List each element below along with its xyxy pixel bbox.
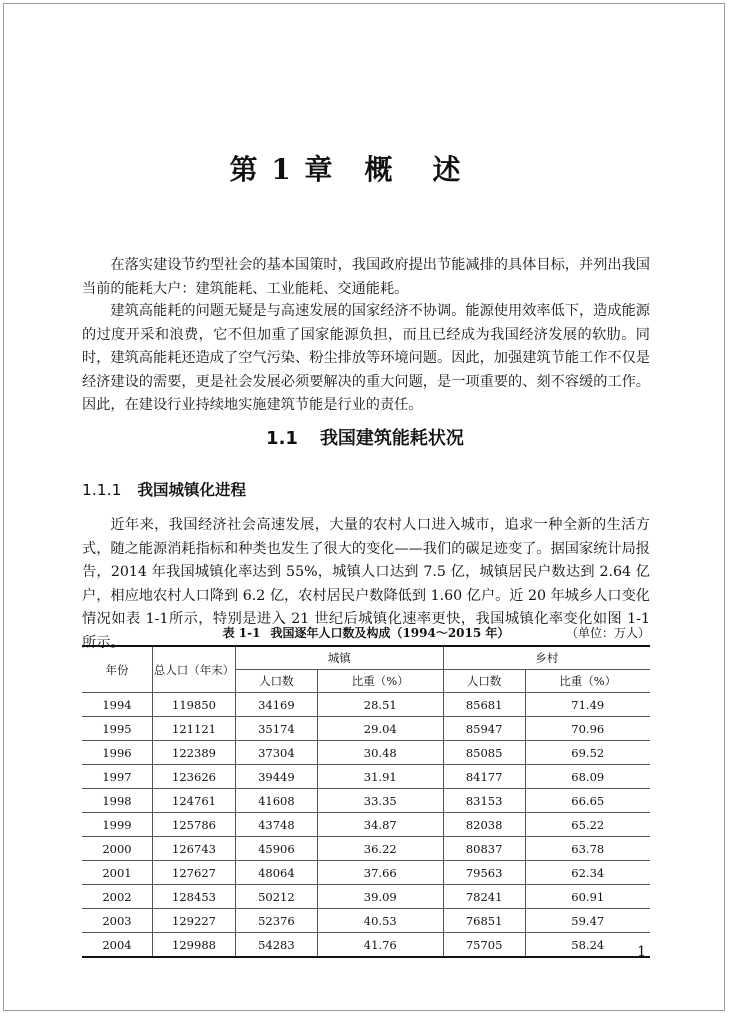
- cell-total: 129227: [153, 909, 236, 933]
- table-row: [82, 717, 650, 741]
- cell-urban-pop: 52376: [236, 909, 318, 933]
- table-row: [82, 741, 650, 765]
- table-title: 我国逐年人口数及构成（1994～2015 年）: [270, 626, 510, 640]
- cell-urban-pct: 28.51: [317, 693, 443, 717]
- cell-total: 126743: [153, 837, 236, 861]
- subsection-heading: [82, 478, 246, 500]
- table-row: [82, 885, 650, 909]
- cell-year: 2002: [82, 885, 153, 909]
- cell-rural-pct: 62.34: [525, 861, 650, 885]
- cell-total: 125786: [153, 813, 236, 837]
- cell-rural-pop: 78241: [443, 885, 525, 909]
- cell-year: 1995: [82, 717, 153, 741]
- cell-total: 127627: [153, 861, 236, 885]
- cell-urban-pct: 29.04: [317, 717, 443, 741]
- table-caption-title: [82, 624, 650, 641]
- cell-urban-pct: 41.76: [317, 933, 443, 958]
- cell-urban-pct: 39.09: [317, 885, 443, 909]
- table-unit: （单位：万人）: [565, 626, 650, 640]
- cell-urban-pct: 36.22: [317, 837, 443, 861]
- cell-rural-pop: 85085: [443, 741, 525, 765]
- cell-rural-pct: 71.49: [525, 693, 650, 717]
- cell-year: 1998: [82, 789, 153, 813]
- cell-urban-pct: 34.87: [317, 813, 443, 837]
- cell-total: 128453: [153, 885, 236, 909]
- table-row: [82, 813, 650, 837]
- cell-urban-pop: 43748: [236, 813, 318, 837]
- subsection-number: 1.1.1: [82, 481, 122, 499]
- header-rural-proportion: 比重（%）: [525, 670, 650, 693]
- table-row: [82, 837, 650, 861]
- table-row: [82, 933, 650, 958]
- cell-year: 2003: [82, 909, 153, 933]
- cell-rural-pop: 76851: [443, 909, 525, 933]
- header-year: 年份: [82, 646, 153, 693]
- cell-rural-pct: 69.52: [525, 741, 650, 765]
- table-row: [82, 765, 650, 789]
- cell-urban-pct: 31.91: [317, 765, 443, 789]
- cell-rural-pct: 60.91: [525, 885, 650, 909]
- chapter-name: 概述: [364, 153, 501, 186]
- cell-rural-pop: 83153: [443, 789, 525, 813]
- cell-rural-pct: 63.78: [525, 837, 650, 861]
- cell-year: 2001: [82, 861, 153, 885]
- cell-urban-pop: 48064: [236, 861, 318, 885]
- intro-paragraph-2: 建筑高能耗的问题无疑是与高速发展的国家经济不协调。能源使用效率低下，造成能源的过度开采和浪费，它不但加重了国家能源负担，而且已经成为我国经济发展的软肋。同时，建筑高能耗还造成了空气污染、粉尘排放等环境问题。因此，加强建筑节能工作不仅是经济建设的需要，更是社会发展必须要解决的重大问题，是一项重要的、刻不容缓的工作。因此，在建设行业持续地实施建筑节能是行业的责任。: [82, 303, 650, 413]
- cell-urban-pop: 41608: [236, 789, 318, 813]
- cell-total: 123626: [153, 765, 236, 789]
- cell-urban-pop: 34169: [236, 693, 318, 717]
- cell-total: 124761: [153, 789, 236, 813]
- table-row: [82, 789, 650, 813]
- chapter-label: 第 1 章: [229, 153, 335, 186]
- cell-rural-pop: 80837: [443, 837, 525, 861]
- header-rural-population: 人口数: [443, 670, 525, 693]
- cell-rural-pop: 85947: [443, 717, 525, 741]
- cell-year: 1997: [82, 765, 153, 789]
- cell-total: 129988: [153, 933, 236, 958]
- table-id: 表 1-1: [222, 626, 261, 640]
- cell-urban-pop: 50212: [236, 885, 318, 909]
- cell-rural-pop: 85681: [443, 693, 525, 717]
- cell-urban-pct: 30.48: [317, 741, 443, 765]
- table-body: [82, 693, 650, 958]
- cell-rural-pop: 84177: [443, 765, 525, 789]
- cell-urban-pop: 45906: [236, 837, 318, 861]
- table-row: [82, 861, 650, 885]
- population-table: [82, 645, 650, 958]
- cell-urban-pct: 40.53: [317, 909, 443, 933]
- cell-urban-pct: 37.66: [317, 861, 443, 885]
- page-number: 1: [637, 944, 646, 960]
- cell-total: 121121: [153, 717, 236, 741]
- cell-year: 2004: [82, 933, 153, 958]
- cell-rural-pop: 75705: [443, 933, 525, 958]
- header-urban-population: 人口数: [236, 670, 318, 693]
- cell-rural-pct: 59.47: [525, 909, 650, 933]
- cell-total: 119850: [153, 693, 236, 717]
- chapter-title: [0, 148, 730, 188]
- table-row: [82, 693, 650, 717]
- cell-rural-pct: 70.96: [525, 717, 650, 741]
- intro-paragraph-1: 在落实建设节约型社会的基本国策时，我国政府提出节能减排的具体目标，并列出我国当前的能耗大户：建筑能耗、工业能耗、交通能耗。: [82, 257, 650, 297]
- cell-urban-pct: 33.35: [317, 789, 443, 813]
- header-urban-proportion: 比重（%）: [317, 670, 443, 693]
- cell-rural-pct: 58.24: [525, 933, 650, 958]
- cell-urban-pop: 39449: [236, 765, 318, 789]
- cell-total: 122389: [153, 741, 236, 765]
- header-rural: 乡村: [443, 646, 650, 670]
- subsection-title: 我国城镇化进程: [137, 481, 246, 499]
- cell-rural-pop: 79563: [443, 861, 525, 885]
- cell-rural-pct: 65.22: [525, 813, 650, 837]
- section-title: 我国建筑能耗状况: [319, 428, 464, 449]
- subsection-paragraph: 近年来，我国经济社会高速发展，大量的农村人口进入城市，追求一种全新的生活方式，随之能源消耗指标和种类也发生了很大的变化——我们的碳足迹变了。据国家统计局报告，2014 年我国城镇化率达到 55%，城镇人口达到 7.5 亿，城镇居民户数达到 2.64 亿户，相应地农村人口降到 6.2 亿，农村居民户数降低到 1.60 亿户。近 20 年城乡人口变化情况如表 1-1所示，特别是进入 21 世纪后城镇化速率更快，我国城镇化率变化如图 1-1 所示。: [82, 517, 650, 651]
- cell-rural-pct: 66.65: [525, 789, 650, 813]
- header-total: 总人口（年末）: [153, 646, 236, 693]
- section-number: 1.1: [266, 428, 298, 449]
- cell-year: 1996: [82, 741, 153, 765]
- cell-year: 2000: [82, 837, 153, 861]
- cell-year: 1999: [82, 813, 153, 837]
- cell-rural-pct: 68.09: [525, 765, 650, 789]
- cell-urban-pop: 35174: [236, 717, 318, 741]
- cell-urban-pop: 54283: [236, 933, 318, 958]
- table-row: [82, 909, 650, 933]
- cell-year: 1994: [82, 693, 153, 717]
- cell-rural-pop: 82038: [443, 813, 525, 837]
- header-urban: 城镇: [236, 646, 444, 670]
- cell-urban-pop: 37304: [236, 741, 318, 765]
- section-heading: [0, 424, 730, 450]
